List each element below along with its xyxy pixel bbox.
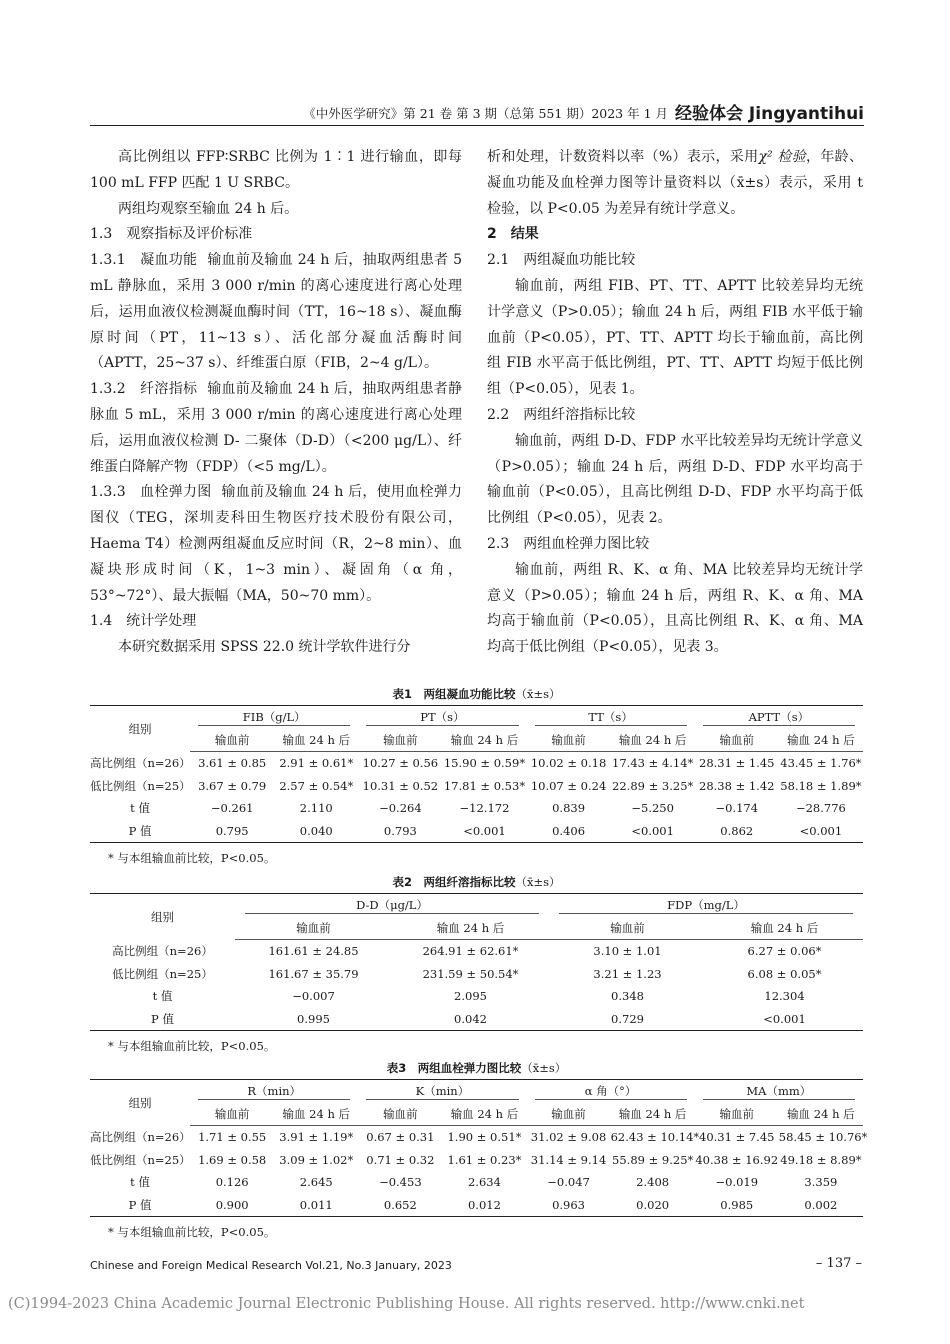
group-header: R（min） — [198, 1083, 350, 1100]
cell: 0.002 — [779, 1194, 863, 1217]
cell: 0.995 — [235, 1008, 392, 1031]
cell: −0.007 — [292, 989, 335, 1004]
subsection-label: 1.3.3 血栓弹力图 — [90, 484, 212, 501]
page-number: – 137 – — [815, 1256, 862, 1271]
cell: 17.81 ± 0.53* — [443, 778, 526, 793]
subsection-label: 1.3.1 凝血功能 — [90, 252, 198, 269]
table2-caption — [90, 874, 863, 890]
journal-info: 《中外医学研究》第 21 卷 第 3 期（总第 551 期）2023 年 1 月 — [303, 106, 668, 121]
cell: 28.38 ± 1.42 — [699, 778, 775, 793]
subheader: 输血 24 h 后 — [442, 1103, 526, 1126]
cell: −0.453 — [379, 1175, 422, 1190]
table-subheader-row — [90, 1103, 863, 1126]
cell: 0.652 — [358, 1194, 442, 1217]
cell: 10.02 ± 0.18 — [530, 756, 607, 771]
paragraph: 输血前，两组 D-D、FDP 水平比较差异均无统计学意义（P>0.05）；输血 24 h 后，两组 D-D、FDP 水平均高于输血前（P<0.05），且高比例组 D-D、FDP 水平均高于低比例组（P<0.05），见表 2。 — [487, 432, 863, 527]
subsection-text: 输血前及输血 24 h 后，使用血栓弹力图仪（TEG，深圳麦科田生物医疗技术股份有限公司，Haema T4）检测两组凝血反应时间（R，2~8 min）、血凝块形成时间（K，1~3 min）、凝固角（α 角，53°~72°）、最大振幅（MA，50~70 mm）。 — [90, 484, 463, 604]
table-row — [90, 775, 863, 798]
caption-stat: （x̄±s） — [521, 1061, 567, 1075]
paragraph: 输血前，两组 R、K、α 角、MA 比较差异均无统计学意义（P>0.05）；输血 24 h 后，两组 R、K、α 角、MA 均高于输血前（P<0.05），且高比例组 R、K、α 角、MA 均高于低比例组（P<0.05），见表 3。 — [487, 561, 863, 656]
subheader: 输血 24 h 后 — [442, 729, 526, 752]
right-column — [487, 145, 863, 661]
text-run: 析和处理，计数资料以率（%）表示，采用 — [487, 149, 759, 165]
cell: 15.90 ± 0.59* — [443, 756, 526, 771]
cell: <0.001 — [706, 1008, 863, 1031]
subheader: 输血前 — [549, 917, 706, 940]
cell: −5.250 — [631, 801, 674, 816]
subsection-fibrinolysis — [90, 377, 462, 480]
cell: 0.348 — [611, 989, 644, 1004]
cell: 2.645 — [299, 1175, 333, 1190]
row-label: P 值 — [90, 820, 190, 843]
subheader: 输血 24 h 后 — [779, 729, 863, 752]
table-row — [90, 797, 863, 820]
row-header: 组别 — [90, 894, 235, 940]
cell: 62.43 ± 10.14* — [610, 1130, 700, 1145]
group-header: D-D（μg/L） — [245, 897, 539, 914]
cell: −0.264 — [379, 801, 422, 816]
cell: <0.001 — [779, 820, 863, 843]
table-row — [90, 1008, 863, 1031]
cell: 22.89 ± 3.25* — [612, 778, 694, 793]
table-row — [90, 940, 863, 963]
cell: 3.67 ± 0.79 — [198, 778, 267, 793]
cell: 2.57 ± 0.54* — [279, 778, 354, 793]
paragraph-continued — [487, 145, 863, 222]
table-subheader-row — [90, 729, 863, 752]
cell: −28.776 — [795, 801, 846, 816]
table-row — [90, 1194, 863, 1217]
subheader: 输血前 — [358, 1103, 442, 1126]
cell: −0.047 — [547, 1175, 590, 1190]
row-label: t 值 — [152, 989, 173, 1004]
results-heading: 2 结果 — [487, 226, 539, 243]
cell: 31.14 ± 9.14 — [530, 1152, 607, 1167]
table-row — [90, 752, 863, 775]
caption-stat: （x̄±s） — [515, 687, 561, 701]
cell: 31.02 ± 9.08 — [530, 1130, 607, 1145]
row-label: 低比例组（n=25） — [112, 966, 213, 981]
table-row — [90, 1126, 863, 1149]
subheader: 输血前 — [235, 917, 392, 940]
row-label: 低比例组（n=25） — [90, 778, 191, 793]
group-header: FDP（mg/L） — [559, 897, 853, 914]
subheader: 输血前 — [190, 1103, 274, 1126]
cell: 6.27 ± 0.06* — [747, 944, 822, 959]
text-run: ，年龄、凝血功能及血栓弹力图等计量资料以（x̄±s）表示，采用 t 检验，以 P<0.05 为差异有统计学意义。 — [487, 149, 864, 217]
subheader: 输血前 — [527, 1103, 611, 1126]
subheader: 输血前 — [527, 729, 611, 752]
group-header: K（min） — [366, 1083, 518, 1100]
section-heading: 2.3 两组血栓弹力图比较 — [487, 535, 650, 552]
cell: 40.38 ± 16.92 — [695, 1152, 779, 1167]
subheader: 输血 24 h 后 — [611, 729, 695, 752]
table-row — [90, 1171, 863, 1194]
table-row — [90, 963, 863, 986]
row-label: 高比例组（n=26） — [112, 944, 213, 958]
group-header: α 角（°） — [535, 1083, 687, 1100]
footer-journal: Chinese and Foreign Medical Research Vol.21, No.3 January, 2023 — [90, 1259, 452, 1272]
left-column — [90, 145, 462, 661]
group-header: APTT（s） — [703, 709, 855, 726]
cell: 0.020 — [611, 1194, 695, 1217]
cell: 40.31 ± 7.45 — [699, 1130, 775, 1145]
group-header: TT（s） — [535, 709, 687, 726]
group-header: FIB（g/L） — [198, 709, 350, 726]
paragraph: 本研究数据采用 SPSS 22.0 统计学软件进行分 — [118, 639, 411, 656]
row-header: 组别 — [90, 1080, 190, 1126]
subsection-teg — [90, 480, 462, 609]
row-label: 高比例组（n=26） — [90, 756, 191, 770]
caption-text: 表2 两组纤溶指标比较 — [392, 875, 516, 889]
cell: 0.963 — [527, 1194, 611, 1217]
subheader: 输血前 — [358, 729, 442, 752]
cell: 49.18 ± 8.89* — [780, 1152, 862, 1167]
subheader: 输血 24 h 后 — [611, 1103, 695, 1126]
cell: 3.359 — [804, 1175, 838, 1190]
cell: −12.172 — [459, 801, 510, 816]
subsection-text: 输血前及输血 24 h 后，抽取两组患者静脉血 5 mL，采用 3 000 r/min 的离心速度进行离心处理后，运用血液仪检测 D- 二聚体（D-D）（<200 μg/L）、纤维蛋白降解产物（FDP）（<5 mg/L）。 — [90, 381, 463, 475]
cell: 0.71 ± 0.32 — [366, 1152, 435, 1167]
cell: 0.126 — [215, 1175, 249, 1190]
subheader: 输血 24 h 后 — [274, 729, 358, 752]
table3-note: * 与本组输血前比较，P<0.05。 — [108, 1225, 276, 1239]
row-label: P 值 — [90, 1008, 235, 1031]
cell: 0.839 — [552, 801, 586, 816]
paragraph: 输血前，两组 FIB、PT、TT、APTT 比较差异均无统计学意义（P>0.05）；输血 24 h 后，两组 FIB 水平低于输血前（P<0.05），PT、TT、APTT 均长于输血前，高比例组 FIB 水平高于低比例组，PT、TT、APTT 均短于低比例组（P<0.05），见表 1。 — [487, 277, 863, 398]
cell: 17.43 ± 4.14* — [612, 756, 694, 771]
row-label: 高比例组（n=26） — [90, 1130, 191, 1144]
cell: 161.61 ± 24.85 — [268, 944, 359, 959]
cell: 231.59 ± 50.54* — [422, 966, 519, 981]
table-header-row — [90, 894, 863, 917]
cell: 1.90 ± 0.51* — [447, 1130, 522, 1145]
group-header: MA（mm） — [703, 1083, 855, 1100]
cell: 12.304 — [764, 989, 805, 1004]
cell: 161.67 ± 35.79 — [268, 966, 359, 981]
subheader: 输血 24 h 后 — [779, 1103, 863, 1126]
cell: 3.21 ± 1.23 — [593, 966, 662, 981]
cell: 58.45 ± 10.76* — [778, 1130, 868, 1145]
cell: 0.985 — [695, 1194, 779, 1217]
cell: −0.174 — [715, 801, 759, 816]
section-title: 经验体会 Jingyantihui — [675, 104, 864, 124]
table1-caption — [90, 686, 863, 702]
cell: 28.31 ± 1.45 — [699, 756, 775, 771]
cell: 0.729 — [549, 1008, 706, 1031]
row-label: t 值 — [130, 1175, 150, 1190]
cell: 10.27 ± 0.56 — [362, 756, 439, 771]
cell: 0.012 — [442, 1194, 526, 1217]
cell: 2.110 — [299, 801, 333, 816]
paragraph: 两组均观察至输血 24 h 后。 — [118, 200, 299, 217]
cell: 1.69 ± 0.58 — [198, 1152, 267, 1167]
section-heading: 2.1 两组凝血功能比较 — [487, 252, 636, 269]
table3-caption — [90, 1060, 863, 1076]
row-label: 低比例组（n=25） — [90, 1152, 191, 1167]
cell: 1.61 ± 0.23* — [447, 1152, 522, 1167]
table-row — [90, 1149, 863, 1172]
header-rule — [90, 125, 864, 126]
cell: 0.040 — [274, 820, 358, 843]
group-header: PT（s） — [366, 709, 518, 726]
subheader: 输血前 — [695, 1103, 779, 1126]
table1 — [90, 705, 863, 843]
caption-stat: （x̄±s） — [515, 875, 561, 889]
table-header-row — [90, 706, 863, 729]
copyright-watermark: (C)1994-2023 China Academic Journal Electronic Publishing House. All rights reserved. http://www.cnki.net — [8, 1296, 805, 1312]
cell: 2.91 ± 0.61* — [279, 756, 354, 771]
cell: <0.001 — [442, 820, 526, 843]
cell: 264.91 ± 62.61* — [422, 944, 519, 959]
cell: 0.793 — [358, 820, 442, 843]
section-heading: 2.2 两组纤溶指标比较 — [487, 406, 636, 423]
cell: 0.900 — [190, 1194, 274, 1217]
cell: 55.89 ± 9.25* — [612, 1152, 694, 1167]
table2 — [90, 893, 863, 1031]
cell: 3.10 ± 1.01 — [593, 944, 662, 959]
subheader: 输血 24 h 后 — [392, 917, 549, 940]
subheader: 输血前 — [695, 729, 779, 752]
row-label: t 值 — [130, 801, 150, 816]
cell: 43.45 ± 1.76* — [780, 756, 862, 771]
cell: −0.261 — [210, 801, 254, 816]
caption-text: 表1 两组凝血功能比较 — [392, 687, 516, 701]
table-row — [90, 820, 863, 843]
cell: 0.406 — [527, 820, 611, 843]
cell: 3.91 ± 1.19* — [279, 1130, 354, 1145]
row-header: 组别 — [90, 706, 190, 752]
subheader: 输血前 — [190, 729, 274, 752]
cell: 3.09 ± 1.02* — [279, 1152, 354, 1167]
row-label: P 值 — [90, 1194, 190, 1217]
cell: 1.71 ± 0.55 — [198, 1130, 267, 1145]
subsection-coagulation — [90, 248, 462, 377]
text-run: χ² 检验 — [758, 149, 807, 165]
caption-text: 表3 两组血栓弹力图比较 — [386, 1061, 522, 1075]
cell: 58.18 ± 1.89* — [780, 778, 862, 793]
subsection-text: 输血前及输血 24 h 后，抽取两组患者 5 mL 静脉血，采用 3 000 r/min 的离心速度进行离心处理后，运用血液仪检测凝血酶时间（TT，16~18 s）、凝血酶原时间（PT，11~13 s）、活化部分凝血活酶时间（APTT，25~37 s）、纤维蛋白原（FIB，2~4 g/L）。 — [90, 252, 463, 372]
cell: 0.67 ± 0.31 — [366, 1130, 435, 1145]
cell: 0.862 — [695, 820, 779, 843]
table3 — [90, 1079, 868, 1217]
cell: 6.08 ± 0.05* — [747, 966, 822, 981]
cell: 0.795 — [190, 820, 274, 843]
section-heading: 1.4 统计学处理 — [90, 613, 197, 630]
table-header-row — [90, 1080, 863, 1103]
cell: −0.019 — [715, 1175, 759, 1190]
cell: 2.634 — [467, 1175, 501, 1190]
table1-note: * 与本组输血前比较，P<0.05。 — [108, 851, 276, 865]
table-row — [90, 985, 863, 1008]
table2-note: * 与本组输血前比较，P<0.05。 — [108, 1039, 276, 1053]
cell: 3.61 ± 0.85 — [198, 756, 267, 771]
cell: 0.042 — [392, 1008, 549, 1031]
section-heading: 1.3 观察指标及评价标准 — [90, 226, 253, 243]
cell: 10.07 ± 0.24 — [530, 778, 607, 793]
subheader: 输血 24 h 后 — [274, 1103, 358, 1126]
cell: 10.31 ± 0.52 — [362, 778, 439, 793]
subheader: 输血 24 h 后 — [706, 917, 863, 940]
cell: <0.001 — [611, 820, 695, 843]
cell: 2.095 — [454, 989, 487, 1004]
cell: 0.011 — [274, 1194, 358, 1217]
cell: 2.408 — [636, 1175, 670, 1190]
paragraph: 高比例组以 FFP∶SRBC 比例为 1∶1 进行输血，即每 100 mL FFP 匹配 1 U SRBC。 — [90, 149, 462, 191]
subsection-label: 1.3.2 纤溶指标 — [90, 381, 198, 398]
running-header — [90, 98, 864, 124]
